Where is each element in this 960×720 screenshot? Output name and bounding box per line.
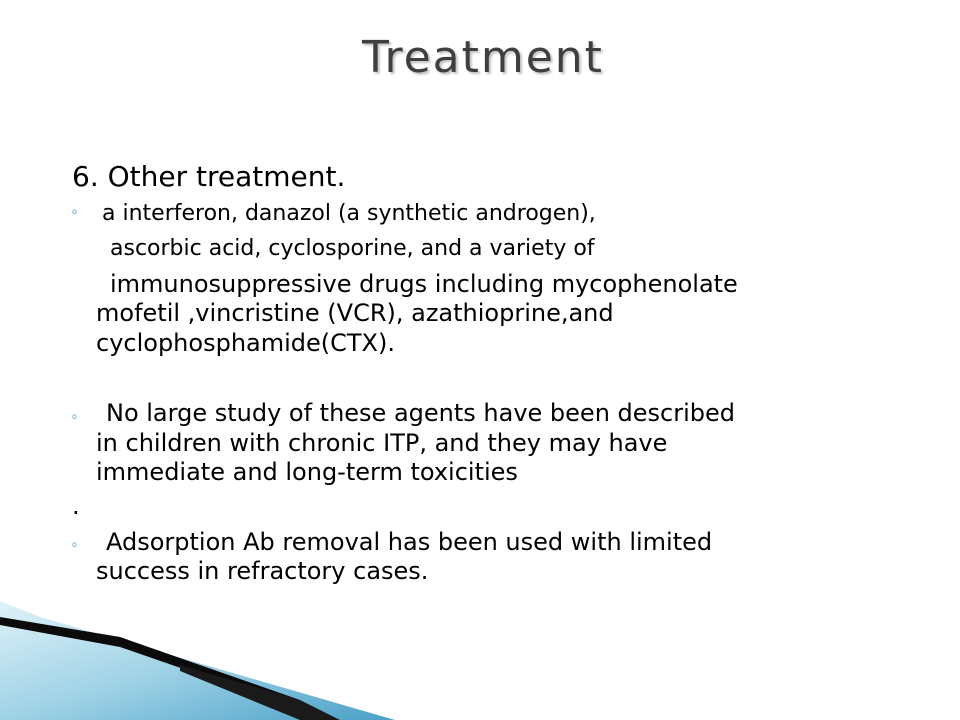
bullet-3-line-1: Adsorption Ab removal has been used with limited <box>106 528 713 556</box>
separator-dot: . <box>72 492 80 520</box>
bullet-1-line-3: immunosuppressive drugs including mycophenolate <box>110 270 738 298</box>
bullet-3-line-2: success in refractory cases. <box>96 557 429 585</box>
slide-title: Treatment <box>362 32 604 83</box>
bullet-marker: o <box>72 412 77 421</box>
bullet-marker: o <box>72 540 77 549</box>
swoosh-blue-band <box>0 601 395 720</box>
bullet-2-line-1: No large study of these agents have been described <box>106 399 736 427</box>
bullet-1-line-2: ascorbic acid, cyclosporine, and a variety of <box>110 236 595 261</box>
bullet-2-line-3: immediate and long-term toxicities <box>96 458 518 486</box>
decorative-swoosh <box>0 595 400 720</box>
bullet-1-line-1: a interferon, danazol (a synthetic androgen), <box>102 201 596 226</box>
bullet-marker: o <box>72 207 77 216</box>
section-heading: 6. Other treatment. <box>72 160 346 193</box>
bullet-2-line-2: in children with chronic ITP, and they may have <box>96 429 668 457</box>
bullet-1-line-5: cyclophosphamide(CTX). <box>96 329 395 357</box>
bullet-1-line-4: mofetil ,vincristine (VCR), azathioprine,and <box>96 299 614 327</box>
